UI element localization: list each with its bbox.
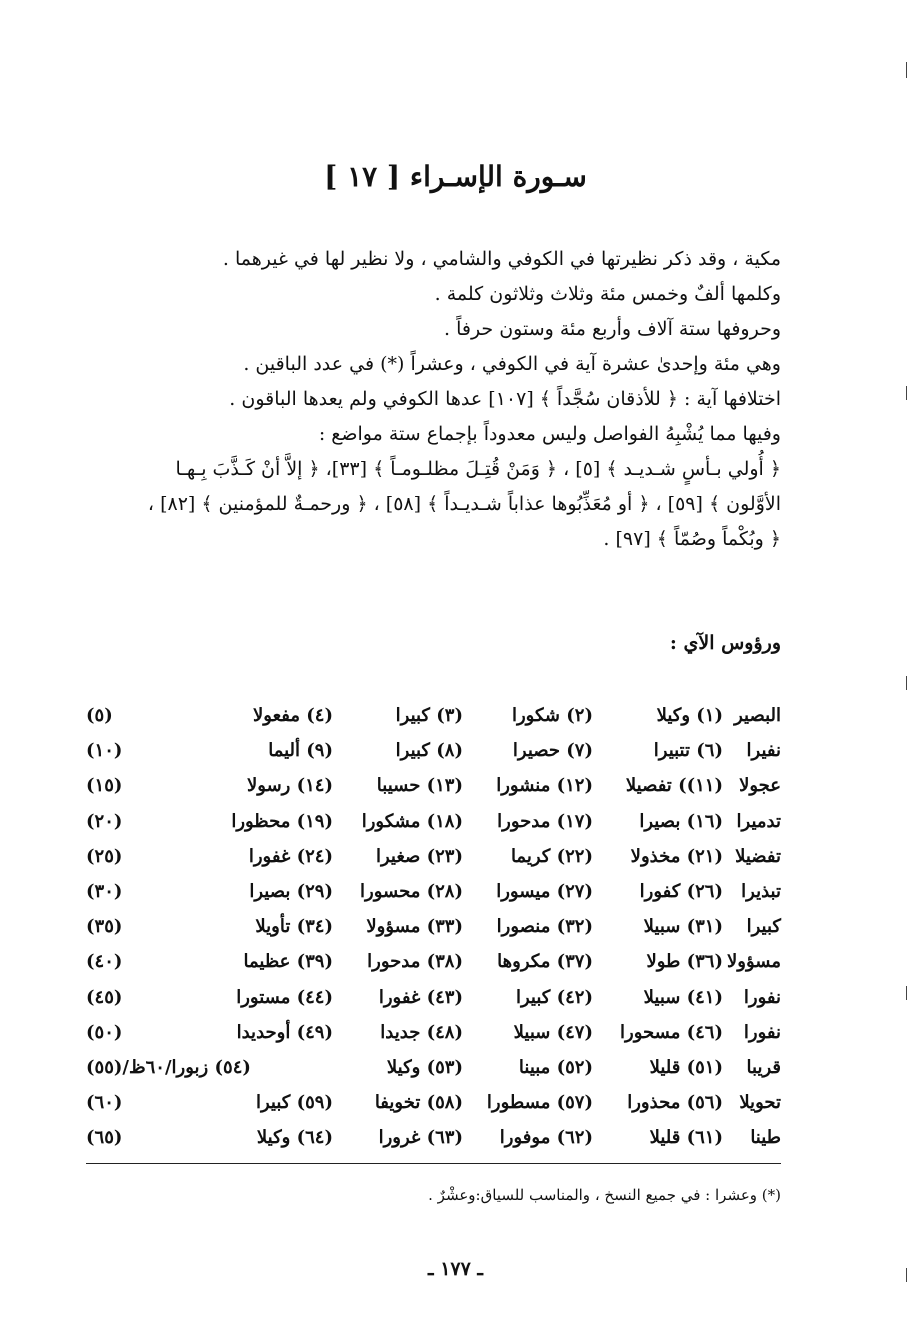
table-cell: (٢٢) كريما bbox=[510, 845, 593, 867]
table-row bbox=[86, 1050, 781, 1085]
table-cell: (٤٦) مسحورا bbox=[620, 1021, 723, 1043]
table-cell: (٦٠) bbox=[86, 1092, 123, 1114]
table-cell: (١) وكيلا bbox=[656, 705, 723, 727]
table-cell: (٢) شكورا bbox=[511, 705, 593, 727]
footnote-divider bbox=[86, 1163, 781, 1164]
table-cell: (١٥) bbox=[86, 775, 123, 797]
table-cell: (٩) أليما bbox=[268, 740, 333, 762]
table-cell: (١٣) حسيبا bbox=[376, 775, 463, 797]
table-cell: (١١)) تفصيلا bbox=[625, 775, 723, 797]
intro-line: ﴿ وبُكْماً وصُمّاً ﴾ [٩٧] . bbox=[603, 528, 781, 550]
intro-line: وحروفها ستة آلاف وأربع مئة وستون حرفاً . bbox=[444, 318, 781, 340]
table-cell: (٥٩) كبيرا bbox=[255, 1092, 333, 1114]
table-cell: (٥٨) تخويفا bbox=[374, 1092, 463, 1114]
table-cell: (٦) تتبيرا bbox=[653, 740, 723, 762]
surah-title: سـورة الإسـراء [ ١٧ ] bbox=[324, 160, 587, 193]
table-row bbox=[86, 804, 781, 839]
table-cell: (٢٤) غفورا bbox=[248, 845, 333, 867]
intro-line: اختلافها آية : ﴿ للأذقان سُجَّداً ﴾ [١٠٧] عدها الكوفي ولم يعدها الباقون . bbox=[229, 388, 781, 410]
table-cell: (٢٥) bbox=[86, 845, 123, 867]
table-cell: (٥) bbox=[86, 705, 113, 727]
table-cell: تبذيرا bbox=[741, 881, 781, 903]
table-cell: البصير bbox=[734, 705, 781, 727]
table-cell: (٣٠) bbox=[86, 881, 123, 903]
table-cell: (٣٤) تأويلا bbox=[255, 916, 333, 938]
table-cell: (٢٧) ميسورا bbox=[496, 881, 593, 903]
table-cell: (٤٠) bbox=[86, 951, 123, 973]
table-cell: (٢٣) صغيرا bbox=[376, 845, 463, 867]
table-cell: (٥١) قليلا bbox=[649, 1056, 723, 1078]
table-cell: (٣) كبيرا bbox=[395, 705, 463, 727]
table-row bbox=[86, 1085, 781, 1120]
verse-endings-heading: ورؤوس الآي : bbox=[669, 632, 781, 654]
table-cell: (٥٦) محذورا bbox=[627, 1092, 723, 1114]
table-cell: (٦٥) bbox=[86, 1127, 123, 1149]
table-cell: (٢٨) محسورا bbox=[360, 881, 463, 903]
table-cell: (٣٨) مدحورا bbox=[367, 951, 463, 973]
table-cell: (٢٩) بصيرا bbox=[249, 881, 333, 903]
table-cell: (٤٩) أوحديدا bbox=[236, 1021, 333, 1043]
page-number: ـ ١٧٧ ـ bbox=[428, 1258, 483, 1280]
intro-text bbox=[121, 242, 781, 557]
table-row bbox=[86, 768, 781, 803]
table-cell: طينا bbox=[750, 1127, 781, 1149]
table-cell: (٧) حصيرا bbox=[512, 740, 593, 762]
table-row bbox=[86, 839, 781, 874]
table-cell: (٦١) قليلا bbox=[649, 1127, 723, 1149]
table-row bbox=[86, 1120, 781, 1155]
intro-line: وهي مئة وإحدىٰ عشرة آية في الكوفي ، وعشراً (*) في عدد الباقين . bbox=[243, 353, 781, 375]
intro-line: وفيها مما يُشْبِهُ الفواصل وليس معدوداً بإجماع ستة مواضع : bbox=[318, 423, 781, 445]
table-cell: نفورا bbox=[743, 1021, 781, 1043]
intro-line: ﴿ أُولي بـأسٍ شـديـد ﴾ [٥] ، ﴿ وَمَنْ قُتِـلَ مظلـومـاً ﴾ [٣٣]، ﴿ إلاَّ أنْ كَـذَّبَ بِـهـا bbox=[175, 458, 781, 480]
table-cell: (٤١) سبيلا bbox=[643, 986, 723, 1008]
table-cell: (٥٧) مسطورا bbox=[486, 1092, 593, 1114]
table-cell: (٣٩) عظيما bbox=[243, 951, 333, 973]
table-cell: (٥٤) زبورا/٦٠ظ/(٥٥) bbox=[86, 1056, 251, 1078]
table-cell: مسؤولا bbox=[727, 951, 781, 973]
table-row bbox=[86, 944, 781, 979]
intro-line: وكلمها ألفٌ وخمس مئة وثلاث وثلاثون كلمة . bbox=[434, 283, 781, 305]
table-row bbox=[86, 733, 781, 768]
table-cell: (٣٣) مسؤولا bbox=[366, 916, 463, 938]
table-row bbox=[86, 1015, 781, 1050]
table-cell: (٤٤) مستورا bbox=[236, 986, 333, 1008]
table-cell: (٨) كبيرا bbox=[395, 740, 463, 762]
scan-edge-mark bbox=[906, 386, 907, 400]
table-cell: (١٦) بصيرا bbox=[639, 810, 723, 832]
table-cell: كبيرا bbox=[746, 916, 781, 938]
table-cell: عجولا bbox=[739, 775, 781, 797]
table-row bbox=[86, 980, 781, 1015]
table-cell: (١٠) bbox=[86, 740, 123, 762]
table-cell: (٥٣) وكيلا bbox=[386, 1056, 463, 1078]
table-row bbox=[86, 909, 781, 944]
verse-endings-table bbox=[86, 698, 781, 1155]
table-cell: تدميرا bbox=[736, 810, 781, 832]
scan-edge-mark bbox=[906, 986, 907, 1000]
intro-line: الأوَّلون ﴾ [٥٩] ، ﴿ أو مُعَذِّبُوها عذاباً شـديـداً ﴾ [٥٨] ، ﴿ ورحمـةٌ للمؤمنين ﴾ [٨٢] ، bbox=[147, 493, 781, 515]
table-cell: (٤٥) bbox=[86, 986, 123, 1008]
table-cell: نفيرا bbox=[746, 740, 781, 762]
table-cell: (٦٣) غرورا bbox=[378, 1127, 463, 1149]
table-cell: (١٤) رسولا bbox=[247, 775, 333, 797]
table-cell: (١٧) مدحورا bbox=[497, 810, 593, 832]
table-cell: (٥٠) bbox=[86, 1021, 123, 1043]
table-cell: (٣١) سبيلا bbox=[643, 916, 723, 938]
table-cell: نفورا bbox=[743, 986, 781, 1008]
intro-line: مكية ، وقد ذكر نظيرتها في الكوفي والشامي ، ولا نظير لها في غيرهما . bbox=[222, 248, 781, 270]
table-cell: (٤٧) سبيلا bbox=[513, 1021, 593, 1043]
footnote: (*) وعشرا : في جميع النسخ ، والمناسب للسياق:وعشْرٌ . bbox=[428, 1186, 781, 1204]
table-row bbox=[86, 698, 781, 733]
table-cell: (٤٢) كبيرا bbox=[515, 986, 593, 1008]
table-cell: (١٩) محظورا bbox=[231, 810, 333, 832]
table-cell: (٢١) مخذولا bbox=[630, 845, 723, 867]
table-cell: (٦٢) موفورا bbox=[499, 1127, 593, 1149]
table-cell: (٣٥) bbox=[86, 916, 123, 938]
table-cell: (٣٧) مكروها bbox=[497, 951, 593, 973]
scan-edge-mark bbox=[906, 62, 907, 78]
table-cell: تفضيلا bbox=[735, 845, 781, 867]
table-cell: (١٨) مشكورا bbox=[361, 810, 463, 832]
table-cell: (٤٣) غفورا bbox=[378, 986, 463, 1008]
table-cell: (٢٦) كفورا bbox=[639, 881, 723, 903]
table-cell: (١٢) منشورا bbox=[496, 775, 593, 797]
table-cell: تحويلا bbox=[739, 1092, 781, 1114]
table-cell: (٦٤) وكيلا bbox=[256, 1127, 333, 1149]
table-cell: (٤) مفعولا bbox=[253, 705, 333, 727]
table-cell: (٢٠) bbox=[86, 810, 123, 832]
scan-edge-mark bbox=[906, 676, 907, 690]
table-cell: (٣٢) منصورا bbox=[496, 916, 593, 938]
table-cell: (٥٢) مبينا bbox=[518, 1056, 593, 1078]
table-cell: قريبا bbox=[746, 1056, 781, 1078]
table-cell: (٣٦) طولا bbox=[646, 951, 723, 973]
table-cell: (٤٨) جديدا bbox=[380, 1021, 463, 1043]
table-row bbox=[86, 874, 781, 909]
